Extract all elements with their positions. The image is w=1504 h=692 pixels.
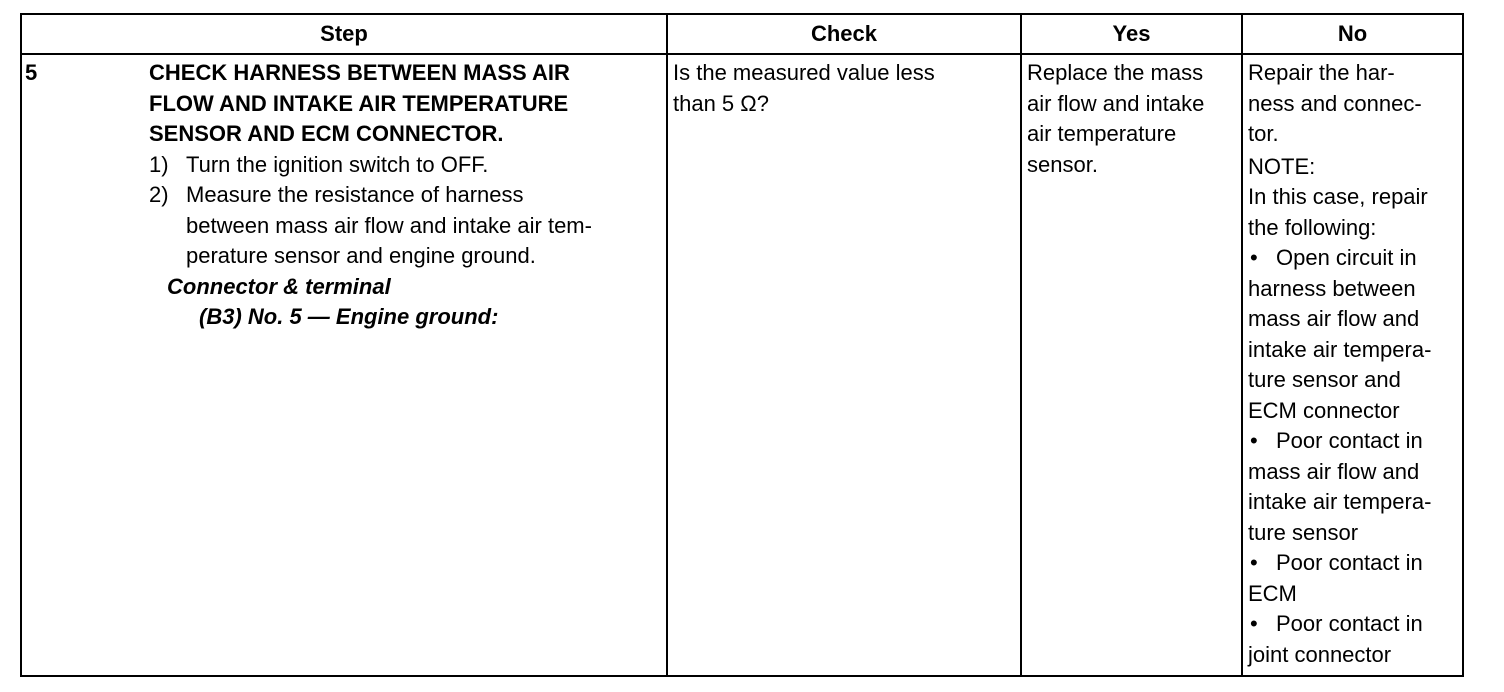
note-item-line: Poor contact in <box>1276 428 1423 453</box>
note-item-line: Poor contact in <box>1276 550 1423 575</box>
step-instructions <box>149 150 658 272</box>
yes-line: sensor. <box>1027 151 1098 177</box>
step-title-line: SENSOR AND ECM CONNECTOR. <box>149 121 504 146</box>
note-item-line: Poor contact in <box>1276 611 1423 636</box>
step-item-text <box>186 150 658 181</box>
table-row <box>21 54 1463 676</box>
diagnostic-table <box>20 13 1464 677</box>
note-item-line: mass air flow and <box>1248 306 1420 331</box>
note-item <box>1248 548 1459 609</box>
check-line: Is the measured value less <box>673 60 935 85</box>
bullet-icon: • <box>1250 428 1258 453</box>
yes-line: air flow and intake <box>1027 90 1205 116</box>
note-item-line: ture sensor and <box>1248 367 1401 392</box>
note-intro-line: the following: <box>1248 214 1377 240</box>
note-item-line: Open circuit in <box>1276 245 1417 270</box>
no-line: tor. <box>1248 121 1279 146</box>
no-cell <box>1242 54 1463 676</box>
note-item-line: harness between <box>1248 275 1416 301</box>
step-content <box>149 58 666 333</box>
bullet-icon: • <box>1250 245 1258 270</box>
note-intro-line: In this case, repair <box>1248 184 1428 209</box>
step-item-line: Measure the resistance of harness <box>186 182 524 207</box>
check-cell <box>667 54 1021 676</box>
connector-value: (B3) No. 5 — Engine ground: <box>199 304 499 329</box>
header-check: Check <box>667 14 1021 54</box>
note-list <box>1248 243 1459 670</box>
note-item-line: ture sensor <box>1248 519 1359 545</box>
step-title-line: CHECK HARNESS BETWEEN MASS AIR <box>149 60 570 85</box>
bullet-icon: • <box>1250 611 1258 636</box>
step-item-line: Turn the ignition switch to OFF. <box>186 151 489 177</box>
header-yes: Yes <box>1021 14 1242 54</box>
note-item-line: ECM <box>1248 580 1297 606</box>
yes-line: air temperature <box>1027 121 1177 146</box>
note-item-line: joint connector <box>1248 641 1392 667</box>
no-line: ness and connec- <box>1248 90 1422 116</box>
check-line: than 5 Ω? <box>673 90 769 116</box>
step-item-number: 1) <box>149 151 169 177</box>
step-cell <box>21 54 667 676</box>
step-item-text <box>186 180 658 272</box>
step-item <box>149 180 658 272</box>
header-no: No <box>1242 14 1463 54</box>
bullet-icon: • <box>1250 550 1258 575</box>
note-item-line: mass air flow and <box>1248 458 1420 484</box>
no-line: Repair the har- <box>1248 60 1395 85</box>
note-item-line: ECM connector <box>1248 397 1400 423</box>
step-title <box>149 58 658 150</box>
step-title-line: FLOW AND INTAKE AIR TEMPERATURE <box>149 90 569 116</box>
yes-cell <box>1021 54 1242 676</box>
note-item <box>1248 426 1459 548</box>
table-header-row <box>21 14 1463 54</box>
header-step: Step <box>21 14 667 54</box>
note-item <box>1248 609 1459 670</box>
note-label: NOTE: <box>1248 153 1316 179</box>
step-item-line: between mass air flow and intake air tem- <box>186 212 592 238</box>
connector-label: Connector & terminal <box>167 273 391 299</box>
note-item <box>1248 243 1459 426</box>
note-item-line: intake air tempera- <box>1248 489 1432 514</box>
yes-line: Replace the mass <box>1027 60 1204 85</box>
step-item-line: perature sensor and engine ground. <box>186 243 536 268</box>
step-item <box>149 150 658 181</box>
step-number: 5 <box>25 60 38 85</box>
step-item-number: 2) <box>149 182 169 207</box>
note-item-line: intake air tempera- <box>1248 336 1432 362</box>
